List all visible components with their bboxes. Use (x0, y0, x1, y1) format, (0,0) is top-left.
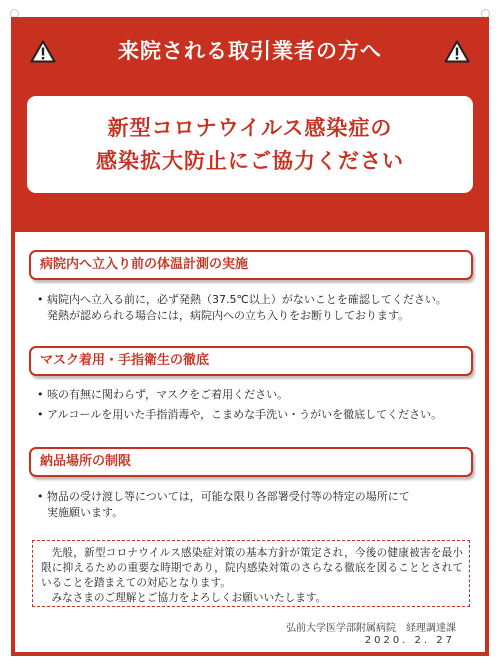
list-item (37, 292, 467, 324)
headline-box (27, 96, 473, 193)
notice-paragraph: 先般，新型コロナウイルス感染症対策の基本方針が策定され，今後の健康被害を最小限に抑えるための重要な時期であり，院内感染対策のさらなる徹底を図ることとされていることを踏まえての対応となります。 (41, 547, 463, 589)
bullet-dot: • (37, 388, 44, 401)
bullet-dot: • (37, 408, 44, 421)
section-heading-mask: マスク着用・手指衛生の徹底 (29, 346, 473, 376)
signature-date: 2020. 2. 27 (364, 635, 455, 646)
headline-line-2: 感染拡大防止にご協力ください (96, 148, 404, 173)
bullet-text: 病院内へ立入る前に，必ず発熱（37.5℃以上）がないことを確認してください。 (47, 293, 447, 306)
notice-box (32, 540, 470, 607)
section-heading-delivery: 納品場所の制限 (29, 447, 473, 477)
section-heading-temperature: 病院内へ立入り前の体温計測の実施 (29, 250, 473, 280)
header-banner (15, 21, 485, 232)
bullet-text: アルコールを用いた手指消毒や，こまめな手洗い・うがいを徹底してください。 (47, 408, 443, 421)
bullet-dot: • (37, 490, 44, 503)
signature-organization: 弘前大学医学部附属病院 経理調達課 (286, 623, 456, 634)
list-item (37, 407, 467, 423)
headline-line-1: 新型コロナウイルス感染症の (107, 115, 393, 140)
bullet-text: 咳の有無に関わらず，マスクをご着用ください。 (47, 388, 289, 401)
bullet-text-continued: 実施願います。 (47, 506, 124, 519)
warning-triangle-icon (444, 40, 470, 63)
bullet-text-continued: 発熱が認められる場合には，病院内への立ち入りをお断りしております。 (47, 309, 410, 322)
list-item (37, 489, 467, 521)
banner-title: 来院される取引業者の方へ (118, 39, 382, 63)
list-item (37, 387, 467, 403)
bullet-text: 物品の受け渡し等については，可能な限り各部署受付等の特定の場所にて (47, 490, 410, 503)
notice-closing: みなさまのご理解とご協力をよろしくお願いいたします。 (51, 592, 327, 604)
poster-frame (11, 17, 489, 656)
bullet-dot: • (37, 293, 44, 306)
